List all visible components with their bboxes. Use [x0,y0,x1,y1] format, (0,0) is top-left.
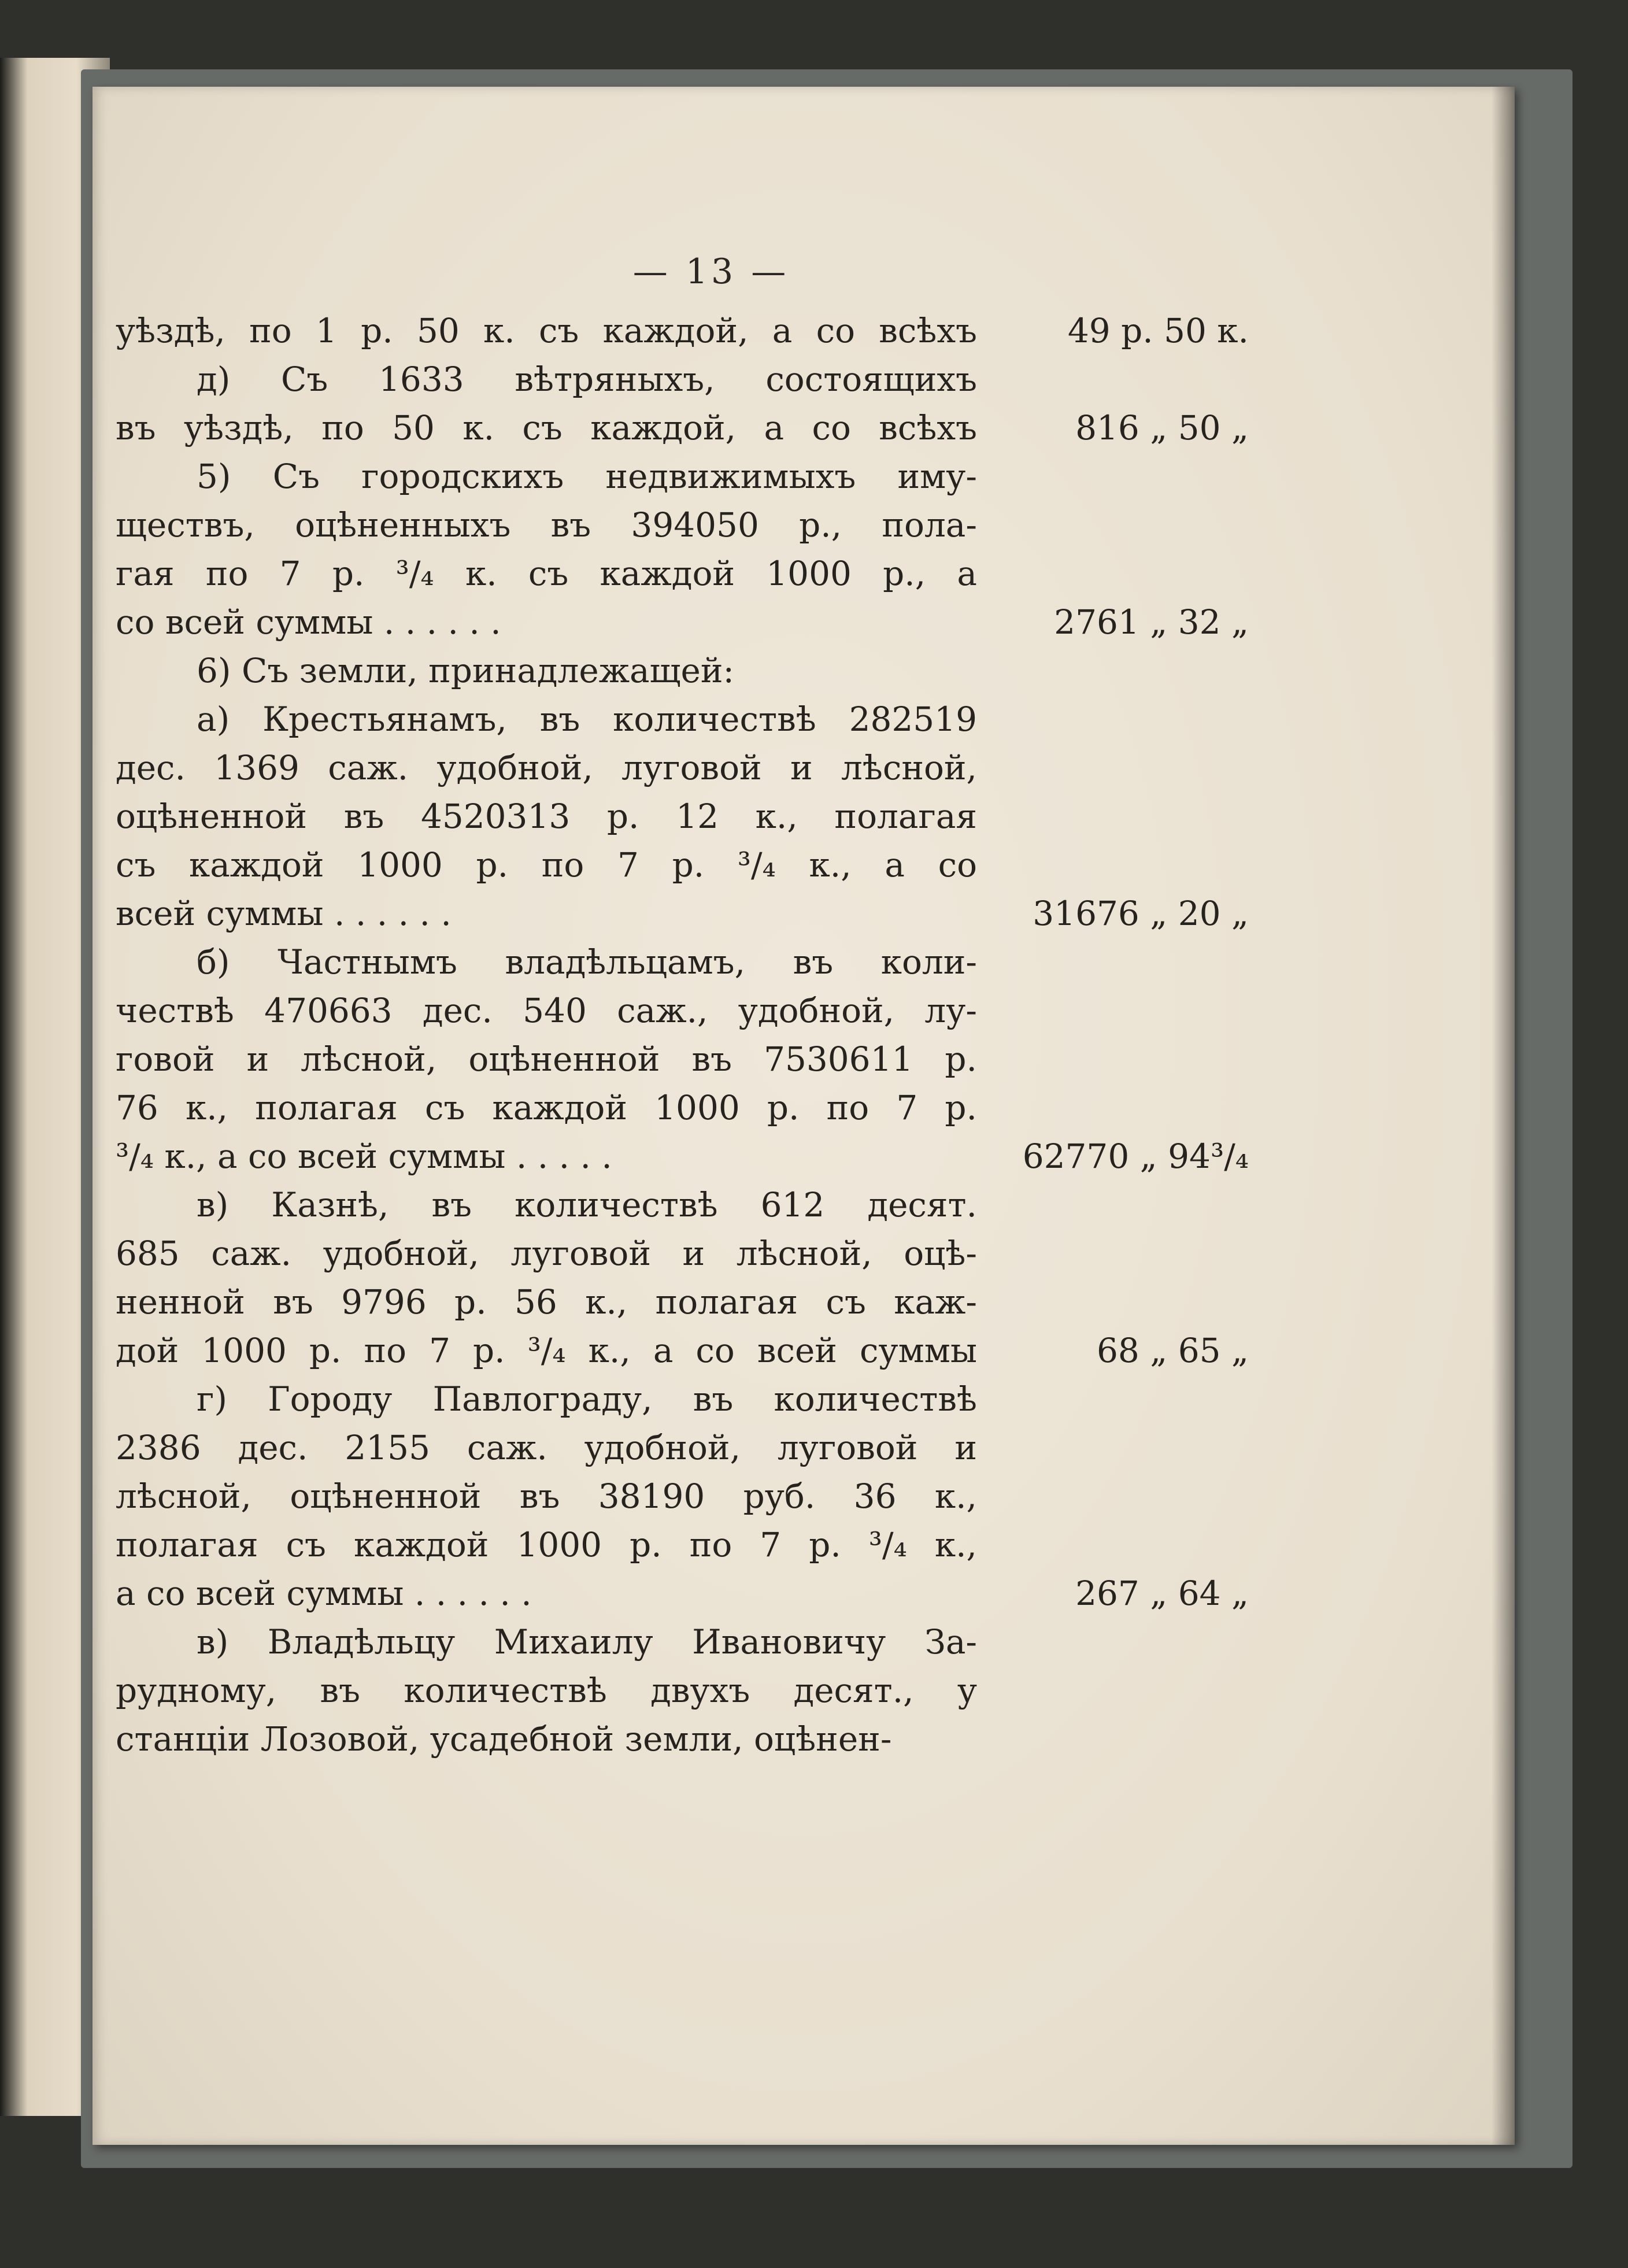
text-line: 6) Съ земли, принадлежащей: [197,651,735,690]
text-line: чествѣ 470663 дес. 540 саж., удобной, лу- [116,991,977,1030]
text-line: ществъ, оцѣненныхъ въ 394050 р., пола- [116,505,977,545]
text-line: ³/₄ к., а со всей суммы . . . . . [116,1137,612,1176]
text-line: съ каждой 1000 р. по 7 р. ³/₄ к., а со [116,845,977,885]
text-line: б) Частнымъ владѣльцамъ, въ коли- [197,942,977,982]
amount-entry: 816 „ 50 „ [1075,408,1249,447]
text-line: г) Городу Павлограду, въ количествѣ [197,1379,977,1419]
text-line: 685 саж. удобной, луговой и лѣсной, оцѣ- [116,1234,977,1273]
text-line: рудному, въ количествѣ двухъ десят., у [116,1671,977,1710]
text-line: в) Казнѣ, въ количествѣ 612 десят. [197,1185,977,1224]
text-line: в) Владѣльцу Михаилу Ивановичу За- [197,1622,977,1662]
text-line: уѣздѣ, по 1 р. 50 к. съ каждой, а со всѣхъ [116,311,977,350]
text-line: 5) Съ городскихъ недвижимыхъ иму- [197,457,977,496]
page-edge-shadow [1492,87,1515,2145]
amount-entry: 49 р. 50 к. [1067,311,1249,350]
text-line: со всей суммы . . . . . . [116,602,501,642]
amount-entry: 2761 „ 32 „ [1054,602,1249,642]
text-line: оцѣненной въ 4520313 р. 12 к., полагая [116,797,977,836]
text-line: гая по 7 р. ³/₄ к. съ каждой 1000 р., а [116,554,977,593]
text-line: д) Съ 1633 вѣтряныхъ, состоящихъ [197,360,977,399]
text-line: а) Крестьянамъ, въ количествѣ 282519 [197,700,977,739]
amount-entry: 62770 „ 94³/₄ [1022,1137,1249,1176]
text-line: говой и лѣсной, оцѣненной въ 7530611 р. [116,1039,977,1079]
text-line: въ уѣздѣ, по 50 к. съ каждой, а со всѣхъ [116,408,977,447]
page-number: — 13 — [632,251,790,292]
text-line: дес. 1369 саж. удобной, луговой и лѣсной, [116,748,977,787]
text-line: всей суммы . . . . . . [116,894,452,933]
text-line: ненной въ 9796 р. 56 к., полагая съ каж- [116,1282,977,1322]
text-line: 76 к., полагая съ каждой 1000 р. по 7 р. [116,1088,977,1127]
text-line: лѣсной, оцѣненной въ 38190 руб. 36 к., [116,1477,977,1516]
text-line: дой 1000 р. по 7 р. ³/₄ к., а со всей суммы [116,1331,977,1370]
amount-entry: 267 „ 64 „ [1075,1574,1249,1613]
amount-entry: 31676 „ 20 „ [1033,894,1249,933]
text-line: 2386 дес. 2155 саж. удобной, луговой и [116,1428,977,1467]
text-line: станціи Лозовой, усадебной земли, оцѣнен- [116,1719,892,1759]
text-line: а со всей суммы . . . . . . [116,1574,532,1613]
text-line: полагая съ каждой 1000 р. по 7 р. ³/₄ к., [116,1525,977,1564]
amount-entry: 68 „ 65 „ [1096,1331,1249,1370]
